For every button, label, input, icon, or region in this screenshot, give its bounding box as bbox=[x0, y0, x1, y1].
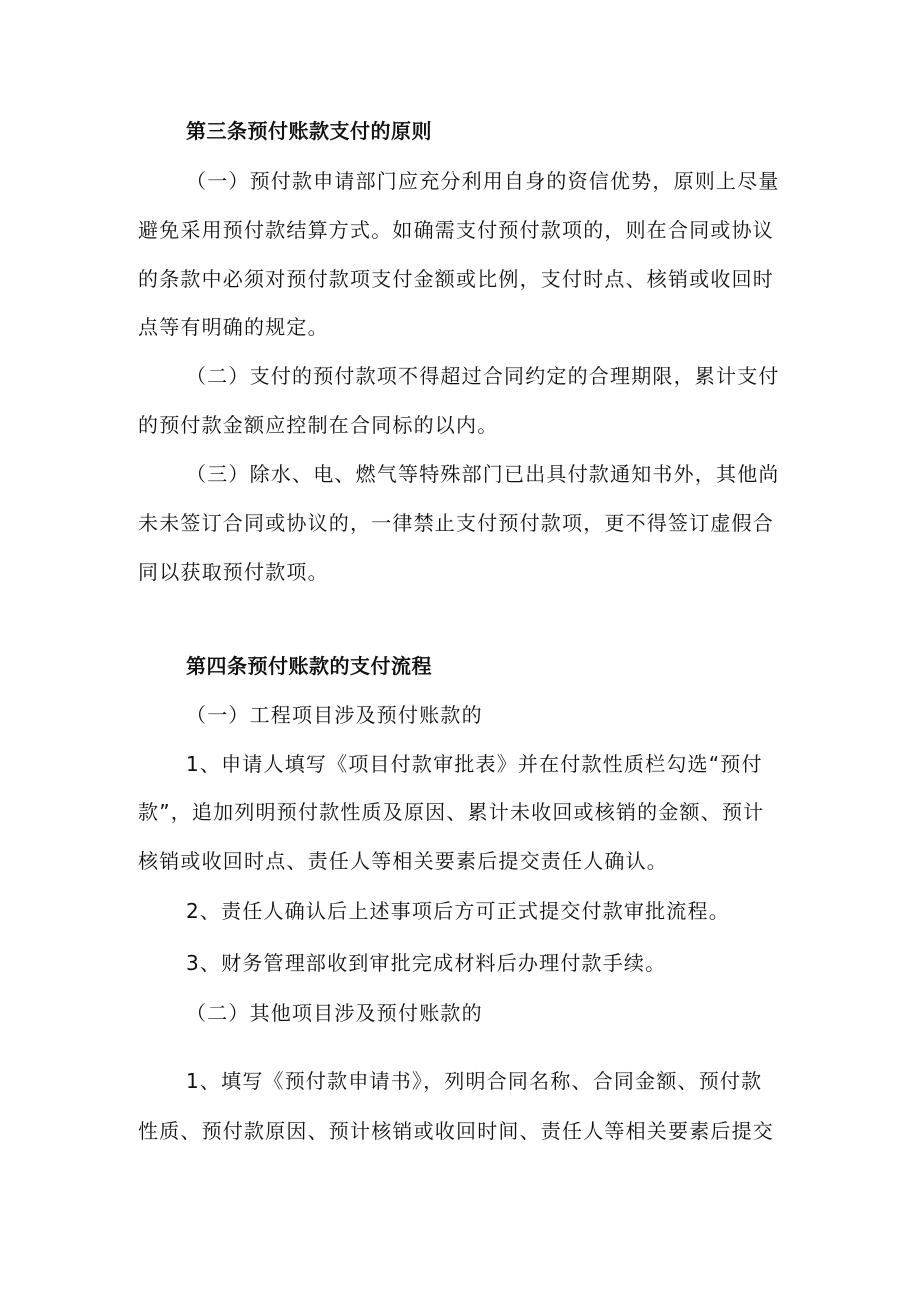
section3-item2-line2: 的预付款金额应控制在合同标的以内。 bbox=[138, 413, 499, 437]
section4-step1-line2: 款”，追加列明预付款性质及原因、累计未收回或核销的金额、预计 bbox=[138, 800, 765, 824]
section3-item1-line2: 避免采用预付款结算方式。如确需支付预付款项的，则在合同或协议 bbox=[138, 218, 774, 242]
section4-sub1: （一）工程项目涉及预付账款的 bbox=[186, 703, 483, 727]
section4-step4-line1: 1、填写《预付款申请书》，列明合同名称、合同金额、预付款 bbox=[186, 1069, 763, 1093]
section3-item1-line1: （一）预付款申请部门应充分利用自身的资信优势，原则上尽量 bbox=[186, 169, 780, 193]
section4-step3: 3、财务管理部收到审批完成材料后办理付款手续。 bbox=[186, 951, 667, 975]
section4-step2: 2、责任人确认后上述事项后方可正式提交付款审批流程。 bbox=[186, 899, 730, 923]
section3-item2-line1: （二）支付的预付款项不得超过合同约定的合理期限，累计支付 bbox=[186, 364, 780, 388]
section4-title: 第四条预付账款的支付流程 bbox=[186, 654, 432, 678]
section3-item1-line4: 点等有明确的规定。 bbox=[138, 315, 329, 339]
section4-step1-line1: 1、申请人填写《项目付款审批表》并在付款性质栏勾选“预付 bbox=[186, 752, 763, 776]
section3-item1-line3: 的条款中必须对预付款项支付金额或比例，支付时点、核销或收回时 bbox=[138, 267, 774, 291]
section3-item3-line1: （三）除水、电、燃气等特殊部门已出具付款通知书外，其他尚 bbox=[186, 462, 780, 486]
section4-sub2: （二）其他项目涉及预付账款的 bbox=[186, 1001, 483, 1025]
section3-title: 第三条预付账款支付的原则 bbox=[186, 119, 432, 143]
section3-item3-line2: 未未签订合同或协议的，一律禁止支付预付款项，更不得签订虚假合 bbox=[138, 511, 774, 535]
section4-step1-line3: 核销或收回时点、责任人等相关要素后提交责任人确认。 bbox=[138, 849, 668, 873]
section3-item3-line3: 同以获取预付款项。 bbox=[138, 560, 329, 584]
section4-step4-line2: 性质、预付款原因、预计核销或收回时间、责任人等相关要素后提交 bbox=[138, 1119, 774, 1143]
